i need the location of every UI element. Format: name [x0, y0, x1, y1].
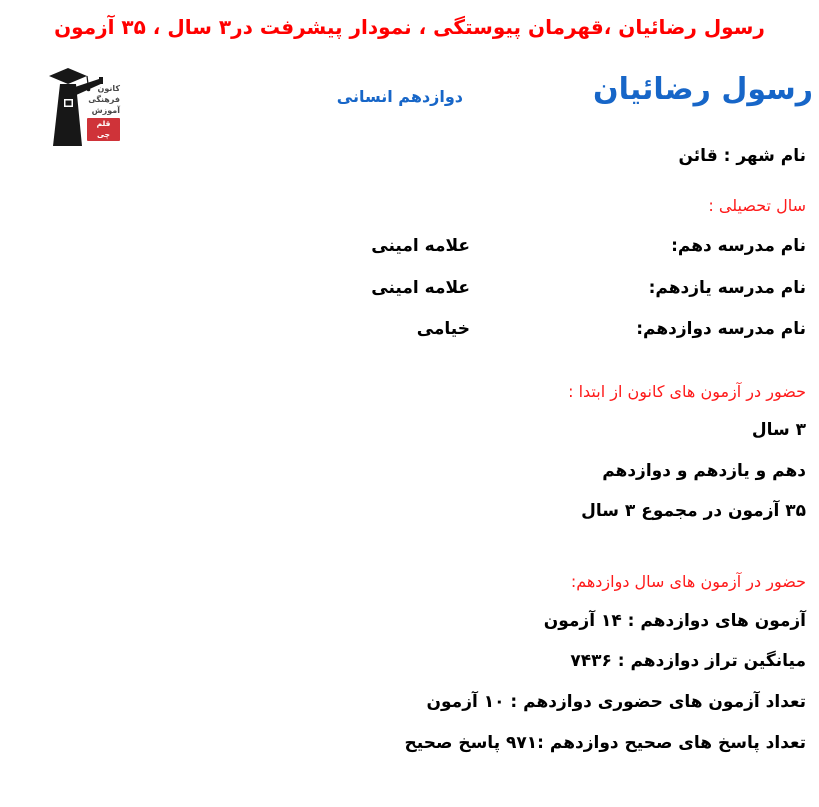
city-line: نام شهر : قائن [678, 146, 806, 166]
logo-org-line: کانون [97, 84, 120, 93]
school-11-value: علامه امینی [371, 278, 470, 298]
school-12-value: خیامی [416, 319, 470, 339]
twelfth-correct-line: تعداد پاسخ های صحیح دوازدهم :۹۷۱ پاسخ صحیح [404, 733, 806, 753]
twelfth-header: حضور در آزمون های سال دوازدهم: [570, 572, 806, 591]
attendance-years-line: ۳ سال [751, 420, 806, 440]
academic-year-label: سال تحصیلی : [708, 196, 806, 215]
twelfth-average-line: میانگین تراز دوازدهم : ۷۴۳۶ [570, 651, 806, 671]
twelfth-inperson-line: تعداد آزمون های حضوری دوازدهم : ۱۰ آزمون [426, 692, 806, 712]
attendance-total-line: ۳۵ آزمون در مجموع ۳ سال [581, 501, 806, 521]
twelfth-exams-line: آزمون های دوازدهم : ۱۴ آزمون [543, 611, 806, 631]
logo-org-line: آموزش [91, 105, 120, 115]
logo-org-line: فرهنگی [88, 94, 120, 104]
page-title: رسول رضائیان ،قهرمان پیوستگی ، نمودار پیشرفت در۳ سال ، ۳۵ آزمون [54, 15, 765, 39]
attendance-grades-line: دهم و یازدهم و دوازدهم [602, 461, 806, 481]
school-11-label: نام مدرسه یازدهم: [648, 278, 806, 298]
logo-text [87, 84, 120, 141]
attendance-header: حضور در آزمون های کانون از ابتدا : [568, 382, 806, 401]
school-10-value: علامه امینی [371, 236, 470, 256]
school-10-label: نام مدرسه دهم: [671, 236, 806, 256]
school-12-label: نام مدرسه دوازدهم: [636, 319, 806, 339]
student-grade: دوازدهم انسانی [336, 87, 463, 106]
kanoon-logo [42, 63, 120, 148]
logo-brand-badge: قلم چی [87, 118, 120, 140]
student-name: رسول رضائیان [593, 72, 813, 107]
